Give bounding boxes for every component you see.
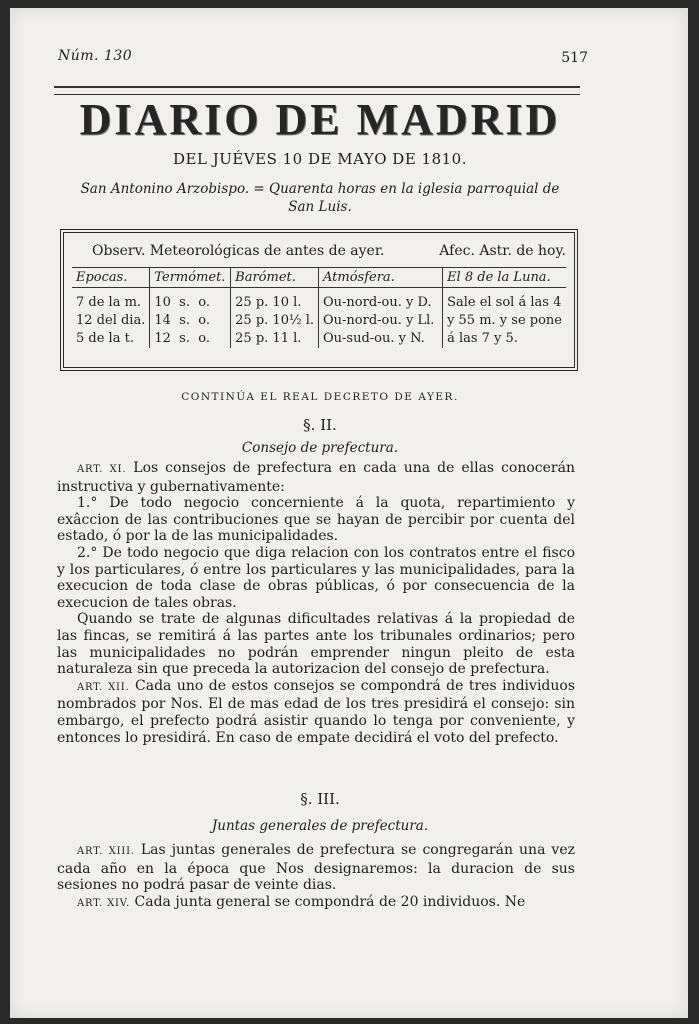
section-2-body bbox=[57, 460, 575, 746]
section-title-2: Consejo de prefectura. bbox=[241, 440, 399, 456]
meteo-row bbox=[72, 288, 566, 313]
section-title-3: Juntas generales de prefectura. bbox=[211, 818, 429, 834]
meteo-cell: 7 de la m. bbox=[72, 288, 150, 313]
paragraph-fincas: Quando se trate de algunas dificultades relativas á la propiedad de las fincas, se remitirá á las partes ante los tribunales ordinarios; pero las municipalidades no podrán emprender ningun pleito de esta naturaleza sin que preceda la autorizacion del consejo de prefectura. bbox=[57, 611, 575, 678]
meteo-cell: y 55 m. y se pone bbox=[447, 313, 562, 328]
newspaper-page bbox=[10, 8, 688, 1018]
meteo-caption-right: Afec. Astr. de hoy. bbox=[439, 243, 566, 259]
meteo-cell: á las 7 y 5. bbox=[447, 331, 518, 346]
col-header-atmosfera: Atmósfera. bbox=[318, 268, 442, 288]
meteo-cell: 25 p. 11 l. bbox=[231, 330, 319, 348]
meteo-cell: Ou-nord-ou. y Ll. bbox=[318, 312, 442, 330]
meteo-cell: Ou-sud-ou. y N. bbox=[318, 330, 442, 348]
section-heading-2: §. II. bbox=[303, 416, 337, 434]
meteo-cell: 12 s. o. bbox=[150, 330, 231, 348]
meteo-caption-left: Observ. Meteorológicas de antes de ayer. bbox=[92, 243, 385, 259]
article-11-item-2: 2.° De todo negocio que diga relacion con los contratos entre el fisco y los particulares, ó entre los particulares y las municipalidades, para la execucion de toda clase de obras públicas, ó por consecuencia de la execucion de tales obras. bbox=[57, 544, 576, 611]
meteo-cell: 14 s. o. bbox=[150, 312, 231, 330]
page-number: 517 bbox=[561, 50, 588, 66]
meteo-cell: 5 de la t. bbox=[72, 330, 150, 348]
meteo-cell: 12 del dia. bbox=[72, 312, 150, 330]
meteo-cell: 10 s. o. bbox=[150, 288, 231, 313]
saints-of-the-day: San Antonino Arzobispo. = Quarenta horas en la iglesia parroquial de San Luis. bbox=[80, 181, 560, 215]
section-heading-3: §. III. bbox=[300, 790, 340, 808]
masthead-title: DIARIO DE MADRID bbox=[79, 95, 561, 144]
meteo-cell: 25 p. 10½ l. bbox=[231, 312, 319, 330]
meteo-row bbox=[72, 312, 566, 330]
article-13: ART. XIII. Las juntas generales de prefectura se congregarán una vez cada año en la época que Nos designaremos: la duracion de sus sesiones no podrá pasar de veinte dias. bbox=[57, 842, 576, 894]
col-header-termometro: Termómet. bbox=[150, 268, 231, 288]
col-header-barometro: Barómet. bbox=[231, 268, 319, 288]
issue-number: Núm. 130 bbox=[58, 48, 133, 64]
article-14: ART. XIV. Cada junta general se compondrá de 20 individuos. Ne bbox=[77, 893, 526, 910]
section-3-body bbox=[57, 842, 575, 912]
article-11-item-1: 1.° De todo negocio concerniente á la quota, repartimiento y exâccion de las contribuciones que se hayan de percibir por cuenta del estado, ó por la de las municipalidades. bbox=[57, 495, 575, 545]
meteo-row bbox=[72, 330, 566, 348]
col-header-luna: El 8 de la Luna. bbox=[443, 268, 566, 288]
col-header-epocas: Epocas. bbox=[72, 268, 150, 288]
meteo-cell: Sale el sol á las 4 bbox=[447, 295, 562, 310]
meteo-cell: Ou-nord-ou. y D. bbox=[318, 288, 442, 313]
article-12: ART. XII. Cada uno de estos consejos se compondrá de tres individuos nombrados por Nos. El de mas edad de los tres presidirá el consejo: sin embargo, el prefecto podrá asistir quando lo tenga por conveniente, y entonces lo presidirá. En caso de empate decidirá el voto del prefecto. bbox=[57, 677, 576, 746]
meteo-cell: 25 p. 10 l. bbox=[231, 288, 319, 313]
meteorological-table bbox=[60, 229, 578, 371]
decree-subheading: CONTINÚA EL REAL DECRETO DE AYER. bbox=[181, 391, 459, 403]
article-11: ART. XI. Los consejos de prefectura en cada una de ellas conocerán instructiva y gubernativamente: bbox=[57, 460, 575, 495]
meteo-grid bbox=[72, 267, 566, 348]
dateline: DEL JUÉVES 10 DE MAYO DE 1810. bbox=[173, 150, 467, 168]
